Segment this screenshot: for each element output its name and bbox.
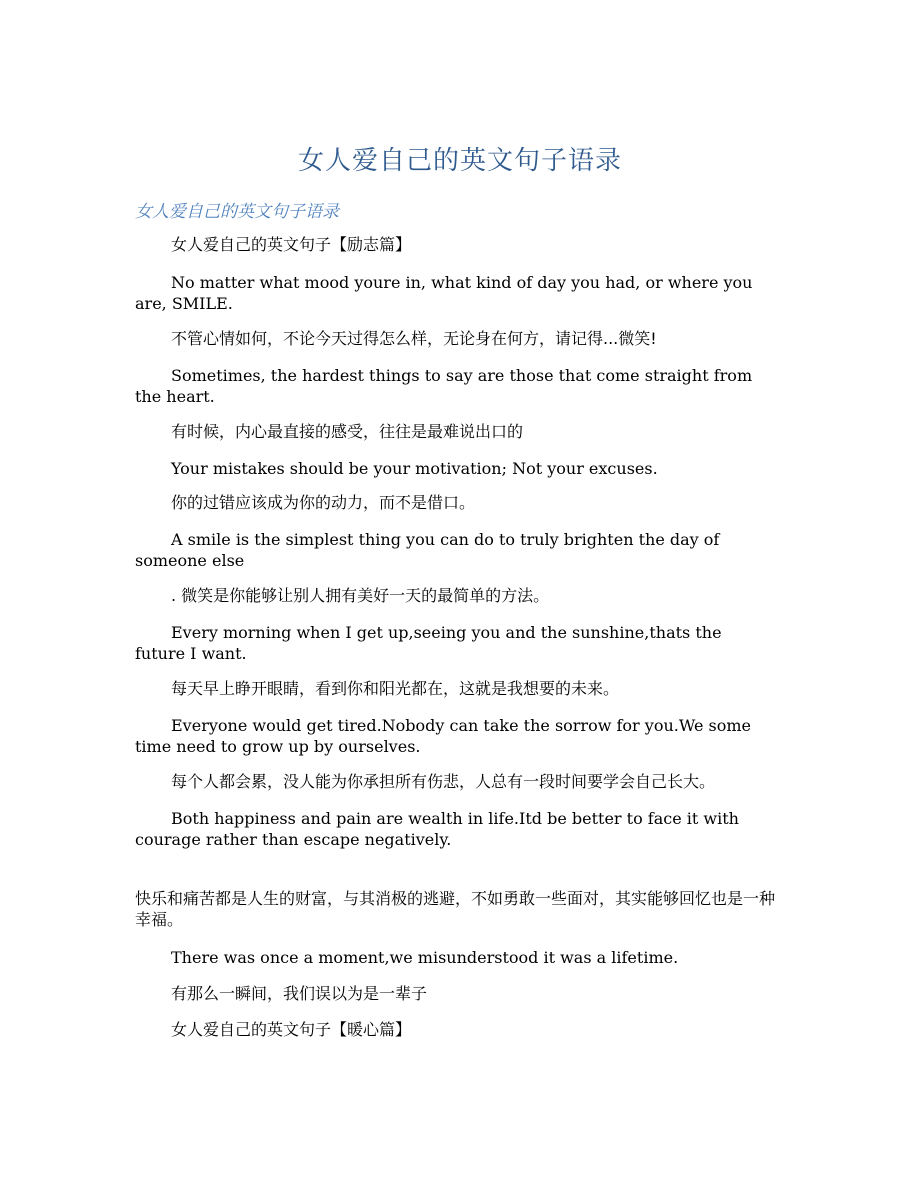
quote-chinese: . 微笑是你能够让别人拥有美好一天的最简单的方法。 [171, 586, 550, 605]
quote-english: There was once a moment,we misunderstood it was a lifetime. [171, 948, 679, 967]
quote-english: Every morning when I get up,seeing you and the sunshine,thats the future I want. [135, 623, 722, 663]
quote-english: Your mistakes should be your motivation; Not your excuses. [171, 459, 658, 478]
document-title: 女人爱自己的英文句子语录 [297, 146, 622, 176]
quote-english: Both happiness and pain are wealth in life.Itd be better to face it with courage rather than escape negatively. [135, 809, 739, 849]
quote-english: A smile is the simplest thing you can do to truly brighten the day of someone else [135, 530, 720, 570]
quote-chinese: 你的过错应该成为你的动力，而不是借口。 [171, 493, 476, 512]
quote-chinese: 有时候，内心最直接的感受，往往是最难说出口的 [171, 422, 524, 441]
quote-english: Everyone would get tired.Nobody can take the sorrow for you.We some time need to grow up by ourselves. [135, 716, 752, 756]
quote-english: Sometimes, the hardest things to say are those that come straight from the heart. [135, 366, 753, 406]
quote-chinese: 快乐和痛苦都是人生的财富，与其消极的逃避，不如勇敢一些面对，其实能够回忆也是一种幸福。 [135, 889, 776, 929]
quote-chinese: 不管心情如何，不论今天过得怎么样，无论身在何方，请记得...微笑! [171, 329, 657, 348]
document-subtitle: 女人爱自己的英文句子语录 [135, 202, 339, 222]
quote-chinese: 每天早上睁开眼睛，看到你和阳光都在，这就是我想要的未来。 [171, 679, 620, 698]
quote-english: No matter what mood youre in, what kind of day you had, or where you are, SMILE. [135, 273, 753, 313]
section-heading-inspirational: 女人爱自己的英文句子【励志篇】 [171, 235, 412, 254]
quote-chinese: 每个人都会累，没人能为你承担所有伤悲，人总有一段时间要学会自己长大。 [171, 772, 716, 791]
section-heading-heartwarming: 女人爱自己的英文句子【暖心篇】 [171, 1020, 412, 1039]
quote-chinese: 有那么一瞬间，我们误以为是一辈子 [171, 984, 428, 1003]
